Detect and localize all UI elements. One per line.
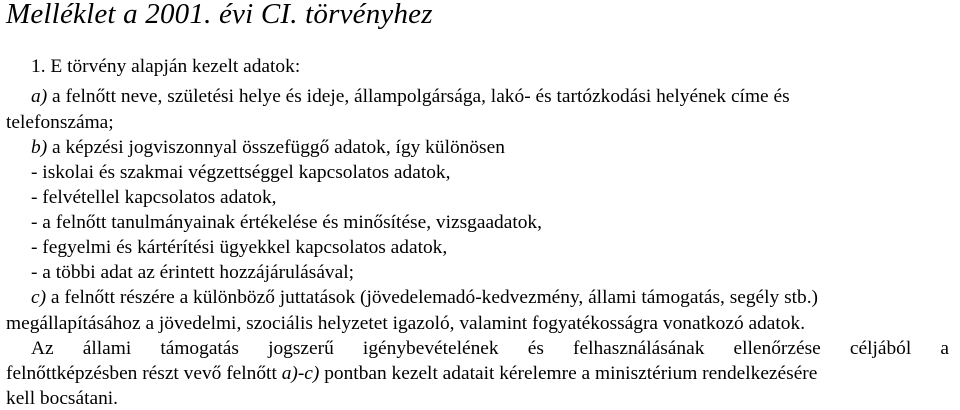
list-item: - fegyelmi és kártérítési ügyekkel kapcsolatos adatok,	[31, 237, 448, 258]
list-item: - iskolai és szakmai végzettséggel kapcsolatos adatok,	[31, 162, 451, 183]
item-a-continuation: telefonszáma;	[6, 112, 114, 133]
item-b: b) a képzési jogviszonnyal összefüggő adatok, így különösen	[31, 137, 505, 158]
item-label: a)-c)	[281, 363, 320, 384]
list-item: - felvétellel kapcsolatos adatok,	[31, 187, 277, 208]
list-item: - a felnőtt tanulmányainak értékelése és minősítése, vizsgaadatok,	[31, 212, 542, 233]
paragraph-line: Az állami támogatás jogszerű igénybevételének és felhasználásának ellenőrzése céljából a	[31, 338, 949, 359]
item-label: a)	[31, 86, 48, 107]
section-heading: 1. E törvény alapján kezelt adatok:	[31, 56, 301, 77]
item-c-continuation: megállapításához a jövedelmi, szociális helyzetet igazoló, valamint fogyatékosságra vonatkozó adatok.	[6, 313, 806, 334]
list-item: - a többi adat az érintett hozzájárulásával;	[31, 262, 355, 283]
document-title: Melléklet a 2001. évi CI. törvényhez	[6, 0, 433, 30]
item-c: c) a felnőtt részére a különböző juttatások (jövedelemadó-kedvezmény, állami támogatás, segély stb.)	[31, 287, 819, 308]
item-label: c)	[31, 287, 47, 308]
item-a: a) a felnőtt neve, születési helye és ideje, állampolgársága, lakó- és tartózkodási helyének címe és	[31, 86, 790, 107]
paragraph-line: felnőttképzésben részt vevő felnőtt a)-c) pontban kezelt adatait kérelemre a minisztérium rendelkezésére	[6, 363, 818, 384]
item-label: b)	[31, 137, 48, 158]
paragraph-line: kell bocsátani.	[6, 388, 118, 409]
